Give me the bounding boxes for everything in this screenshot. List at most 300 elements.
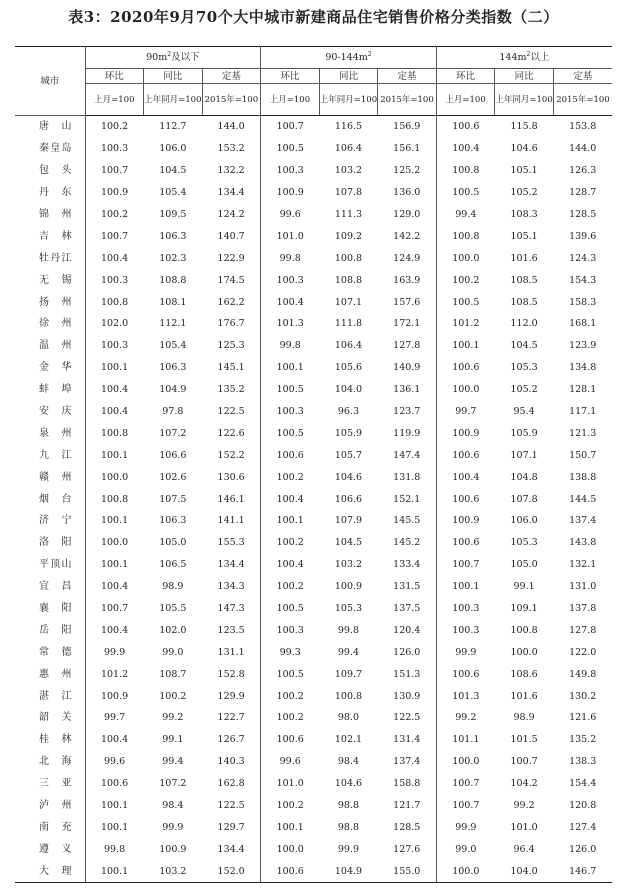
index-value: 109.7: [334, 668, 363, 680]
index-value: 100.4: [100, 624, 129, 636]
index-value: 98.4: [337, 756, 360, 768]
index-value: 126.0: [378, 641, 437, 663]
index-value: 100.3: [100, 143, 129, 155]
index-value: 172.1: [378, 313, 437, 335]
index-value: 100.9: [100, 690, 129, 702]
index-value: 136.0: [378, 182, 437, 204]
index-value: 100.1: [452, 340, 480, 352]
index-value: 129.7: [202, 817, 261, 839]
index-value: 99.2: [513, 800, 535, 812]
index-value: 96.3: [337, 406, 360, 418]
index-value: 100.6: [276, 734, 304, 746]
index-value: 100.6: [100, 778, 129, 790]
index-value: 100.0: [510, 646, 538, 658]
city-name: 唐山: [15, 116, 85, 138]
index-value: 98.9: [162, 581, 184, 593]
table-row: [15, 817, 612, 839]
index-value: 99.9: [337, 843, 360, 855]
index-value: 112.7: [159, 121, 187, 133]
index-value: 119.9: [378, 422, 437, 444]
index-value: 100.7: [452, 778, 480, 790]
table-row: [15, 269, 612, 291]
city-name: 岳阳: [15, 619, 85, 641]
index-value: 151.3: [378, 663, 437, 685]
index-value: 101.6: [510, 252, 538, 264]
base-header: 上年同月=100: [319, 84, 378, 116]
index-value: 99.9: [455, 821, 477, 833]
sub-header: 定基: [553, 69, 612, 84]
index-value: 127.6: [378, 838, 437, 860]
index-value: 100.1: [276, 362, 304, 374]
city-name: 包头: [15, 160, 85, 182]
index-value: 125.3: [202, 335, 261, 357]
index-value: 99.4: [162, 756, 184, 768]
index-value: 100.0: [452, 252, 480, 264]
index-value: 99.8: [103, 843, 126, 855]
index-value: 122.0: [569, 646, 597, 658]
index-value: 100.3: [100, 340, 129, 352]
index-value: 125.2: [378, 160, 437, 182]
table-row: [15, 401, 612, 423]
index-value: 100.4: [452, 143, 480, 155]
index-value: 98.8: [337, 800, 360, 812]
index-value: 124.3: [569, 252, 597, 264]
index-value: 100.6: [452, 493, 480, 505]
city-name: 济宁: [15, 510, 85, 532]
index-value: 115.8: [510, 121, 538, 133]
index-value: 106.0: [159, 143, 187, 155]
index-value: 105.2: [510, 384, 538, 396]
sub-header: 同比: [319, 69, 378, 84]
group-header-medium: $90-144m^2$: [261, 47, 437, 69]
index-value: 134.4: [202, 182, 261, 204]
table-row: [15, 204, 612, 226]
index-value: 100.7: [452, 800, 480, 812]
index-value: 99.8: [337, 624, 360, 636]
index-value: 105.4: [159, 340, 187, 352]
index-value: 100.4: [100, 581, 129, 593]
index-value: 99.8: [279, 252, 301, 264]
index-value: 134.4: [202, 838, 261, 860]
table-row: [15, 313, 612, 335]
index-value: 100.8: [334, 690, 363, 702]
index-value: 100.2: [100, 209, 129, 220]
table-row: [15, 773, 612, 795]
index-value: 108.1: [159, 296, 187, 308]
index-value: 100.4: [100, 252, 129, 264]
index-value: 120.8: [569, 800, 597, 812]
table-body: [15, 116, 612, 883]
index-value: 107.2: [159, 778, 187, 790]
base-header: 2015年=100: [202, 84, 261, 116]
index-value: 120.4: [378, 619, 437, 641]
index-value: 105.3: [334, 603, 363, 615]
index-value: 105.1: [510, 230, 538, 242]
index-value: 100.5: [276, 384, 304, 396]
table-row: [15, 488, 612, 510]
index-value: 102.6: [159, 471, 187, 483]
index-value: 124.2: [202, 204, 261, 226]
index-value: 100.7: [100, 603, 129, 615]
index-value: 124.9: [378, 247, 437, 269]
index-value: 99.7: [455, 406, 477, 418]
index-value: 100.3: [100, 274, 129, 286]
index-value: 122.5: [202, 795, 261, 817]
index-value: 100.9: [452, 515, 480, 527]
table-title: 表3：2020年9月70个大中城市新建商品住宅销售价格分类指数（二）: [68, 8, 559, 26]
index-value: 100.1: [100, 800, 129, 812]
index-value: 107.8: [510, 493, 538, 505]
city-name: 洛阳: [15, 532, 85, 554]
group-header-small: $90m^2$及以下: [85, 47, 261, 69]
table-row: [15, 795, 612, 817]
index-value: 111.8: [334, 318, 363, 330]
city-name: 宜昌: [15, 576, 85, 598]
index-value: 126.0: [569, 843, 597, 855]
index-value: 108.5: [510, 274, 538, 286]
index-value: 105.4: [159, 187, 187, 199]
index-value: 100.5: [276, 603, 304, 615]
index-value: 135.2: [202, 379, 261, 401]
index-value: 122.7: [202, 707, 261, 729]
index-value: 99.9: [455, 646, 477, 658]
index-value: 105.3: [510, 537, 538, 549]
index-value: 100.2: [276, 800, 304, 812]
index-value: 155.3: [202, 532, 261, 554]
index-value: 116.5: [334, 121, 363, 133]
index-value: 96.4: [513, 843, 535, 855]
index-value: 100.2: [100, 121, 129, 133]
index-value: 108.3: [510, 209, 538, 220]
index-value: 100.6: [261, 860, 320, 882]
index-value: 108.7: [159, 668, 187, 680]
index-value: 100.3: [452, 603, 480, 615]
index-value: 99.1: [162, 734, 184, 746]
city-name: 大理: [15, 860, 85, 882]
index-value: 100.4: [276, 296, 304, 308]
index-value: 134.3: [202, 576, 261, 598]
index-value: 100.1: [100, 559, 129, 571]
index-value: 122.5: [378, 707, 437, 729]
index-value: 112.0: [510, 318, 538, 330]
city-name: 徐州: [15, 313, 85, 335]
index-value: 140.9: [378, 357, 437, 379]
index-value: 100.5: [452, 296, 480, 308]
index-value: 100.4: [276, 559, 304, 571]
index-value: 100.4: [100, 734, 129, 746]
index-value: 128.1: [569, 384, 597, 396]
index-value: 144.0: [569, 143, 597, 155]
index-value: 136.1: [378, 379, 437, 401]
index-value: 117.1: [569, 406, 597, 418]
index-value: 132.1: [569, 559, 597, 571]
index-value: 100.9: [452, 427, 480, 439]
index-value: 109.2: [334, 230, 363, 242]
index-value: 98.9: [513, 712, 535, 724]
index-value: 100.4: [276, 493, 304, 505]
index-value: 101.0: [510, 821, 538, 833]
index-value: 100.6: [276, 449, 304, 461]
city-name: 韶关: [15, 707, 85, 729]
index-value: 100.7: [452, 559, 480, 571]
table-row: [15, 641, 612, 663]
index-value: 98.4: [162, 800, 184, 812]
city-name: 牡丹江: [15, 247, 85, 269]
price-index-table: [15, 46, 612, 883]
index-value: 123.5: [202, 619, 261, 641]
index-value: 103.2: [144, 860, 203, 882]
index-value: 98.0: [337, 712, 360, 724]
index-value: 105.1: [510, 165, 538, 177]
index-value: 99.9: [103, 646, 126, 658]
index-value: 100.9: [159, 843, 187, 855]
index-value: 131.4: [378, 729, 437, 751]
index-value: 106.4: [334, 143, 363, 155]
index-value: 100.8: [100, 427, 129, 439]
city-name: 温州: [15, 335, 85, 357]
city-column-header: 城市: [15, 47, 85, 116]
table-row: [15, 707, 612, 729]
index-value: 105.2: [510, 187, 538, 199]
index-value: 141.1: [202, 510, 261, 532]
index-value: 163.9: [378, 269, 437, 291]
index-value: 147.3: [202, 598, 261, 620]
index-value: 144.5: [569, 493, 597, 505]
index-value: 140.3: [202, 751, 261, 773]
index-value: 157.6: [378, 291, 437, 313]
city-name: 安庆: [15, 401, 85, 423]
index-value: 107.2: [159, 427, 187, 439]
city-name: 南充: [15, 817, 85, 839]
table-row: [15, 729, 612, 751]
table-row: [15, 182, 612, 204]
index-value: 100.2: [276, 471, 304, 483]
index-value: 101.3: [452, 690, 480, 702]
index-value: 99.6: [279, 209, 301, 220]
index-value: 101.5: [510, 734, 538, 746]
city-name: 烟台: [15, 488, 85, 510]
index-value: 153.2: [202, 138, 261, 160]
index-value: 103.2: [334, 559, 363, 571]
index-value: 130.9: [378, 685, 437, 707]
city-name: 泸州: [15, 795, 85, 817]
table-row: [15, 466, 612, 488]
index-value: 134.8: [569, 362, 597, 374]
index-value: 100.3: [276, 624, 304, 636]
index-value: 100.1: [85, 860, 144, 882]
table-row: [15, 160, 612, 182]
index-value: 139.6: [569, 230, 597, 242]
index-value: 100.5: [276, 668, 304, 680]
index-value: 107.8: [334, 187, 363, 199]
index-value: 100.0: [452, 756, 480, 768]
index-value: 104.0: [495, 860, 554, 882]
index-value: 105.7: [334, 449, 363, 461]
index-value: 150.7: [569, 449, 597, 461]
index-value: 145.5: [378, 510, 437, 532]
index-value: 100.0: [100, 537, 129, 549]
index-value: 137.8: [569, 603, 597, 615]
index-value: 132.2: [202, 160, 261, 182]
index-value: 100.5: [276, 143, 304, 155]
index-value: 100.6: [452, 537, 480, 549]
index-value: 104.9: [159, 384, 187, 396]
index-value: 107.1: [510, 449, 538, 461]
index-value: 127.8: [378, 335, 437, 357]
table-row: [15, 532, 612, 554]
sub-header: 同比: [495, 69, 554, 84]
index-value: 108.8: [334, 274, 363, 286]
index-value: 99.6: [279, 756, 301, 768]
city-name: 吉林: [15, 225, 85, 247]
index-value: 103.2: [334, 165, 363, 177]
index-value: 152.1: [378, 488, 437, 510]
index-value: 143.8: [569, 537, 597, 549]
index-value: 100.2: [276, 581, 304, 593]
index-value: 128.5: [378, 817, 437, 839]
table-row: [15, 138, 612, 160]
index-value: 100.3: [276, 406, 304, 418]
index-value: 121.7: [378, 795, 437, 817]
city-name: 秦皇岛: [15, 138, 85, 160]
index-value: 100.0: [276, 843, 304, 855]
index-value: 174.5: [202, 269, 261, 291]
index-value: 156.1: [378, 138, 437, 160]
index-value: 145.2: [378, 532, 437, 554]
city-name: 常德: [15, 641, 85, 663]
index-value: 102.0: [159, 624, 187, 636]
index-value: 162.2: [202, 291, 261, 313]
table-row: [15, 379, 612, 401]
index-value: 131.5: [378, 576, 437, 598]
index-value: 137.5: [378, 598, 437, 620]
index-value: 100.2: [159, 690, 187, 702]
index-value: 99.2: [455, 712, 477, 724]
city-name: 锦州: [15, 204, 85, 226]
index-value: 128.5: [569, 209, 597, 220]
index-value: 107.5: [159, 493, 187, 505]
index-value: 100.8: [100, 296, 129, 308]
index-value: 100.6: [452, 449, 480, 461]
index-value: 121.6: [569, 712, 597, 724]
index-value: 100.9: [334, 581, 363, 593]
index-value: 100.1: [276, 515, 304, 527]
index-value: 109.1: [510, 603, 538, 615]
city-name: 北海: [15, 751, 85, 773]
index-value: 154.4: [569, 778, 597, 790]
index-value: 101.1: [452, 734, 480, 746]
index-value: 100.7: [510, 756, 538, 768]
index-value: 137.4: [569, 515, 597, 527]
index-value: 106.3: [159, 515, 187, 527]
index-value: 105.3: [510, 362, 538, 374]
index-value: 100.6: [452, 362, 480, 374]
city-name: 金华: [15, 357, 85, 379]
index-value: 104.5: [334, 537, 363, 549]
index-value: 104.5: [159, 165, 187, 177]
index-value: 158.8: [378, 773, 437, 795]
table-row: [15, 554, 612, 576]
index-value: 100.2: [276, 712, 304, 724]
index-value: 134.4: [202, 554, 261, 576]
table-row: [15, 225, 612, 247]
index-value: 104.6: [510, 143, 538, 155]
index-value: 101.2: [452, 318, 480, 330]
index-value: 111.3: [334, 209, 363, 220]
index-value: 129.0: [378, 204, 437, 226]
index-value: 100.4: [100, 406, 129, 418]
index-value: 123.7: [378, 401, 437, 423]
base-header: 上年同月=100: [144, 84, 203, 116]
index-value: 155.0: [378, 860, 437, 882]
table-row: [15, 510, 612, 532]
index-value: 146.7: [553, 860, 612, 882]
index-value: 100.9: [100, 187, 129, 199]
index-value: 168.1: [569, 318, 597, 330]
index-value: 106.6: [159, 449, 187, 461]
index-value: 99.8: [279, 340, 301, 352]
city-name: 无锡: [15, 269, 85, 291]
index-value: 100.7: [276, 121, 304, 133]
index-value: 138.8: [569, 471, 597, 483]
index-value: 102.0: [100, 318, 129, 330]
index-value: 106.3: [159, 362, 187, 374]
index-value: 133.4: [378, 554, 437, 576]
index-value: 100.4: [100, 384, 129, 396]
base-header: 2015年=100: [553, 84, 612, 116]
index-value: 105.0: [159, 537, 187, 549]
index-value: 105.0: [510, 559, 538, 571]
index-value: 100.9: [276, 187, 304, 199]
city-name: 赣州: [15, 466, 85, 488]
index-value: 152.0: [202, 860, 261, 882]
index-value: 126.7: [202, 729, 261, 751]
index-value: 105.6: [334, 362, 363, 374]
index-value: 130.6: [202, 466, 261, 488]
index-value: 100.8: [510, 624, 538, 636]
index-value: 158.3: [569, 296, 597, 308]
index-value: 99.9: [162, 821, 184, 833]
table-row: [15, 247, 612, 269]
city-name: 桂林: [15, 729, 85, 751]
city-name: 扬州: [15, 291, 85, 313]
city-name: 惠州: [15, 663, 85, 685]
city-name: 平顶山: [15, 554, 85, 576]
index-value: 105.9: [334, 427, 363, 439]
sub-header: 同比: [144, 69, 203, 84]
index-value: 104.6: [334, 471, 363, 483]
index-value: 131.0: [569, 581, 597, 593]
table-row: [15, 576, 612, 598]
index-value: 135.2: [569, 734, 597, 746]
index-value: 130.2: [569, 690, 597, 702]
index-value: 99.6: [103, 756, 126, 768]
index-value: 106.3: [159, 230, 187, 242]
base-header: 上年同月=100: [495, 84, 554, 116]
city-name: 遵义: [15, 838, 85, 860]
index-value: 100.2: [276, 537, 304, 549]
index-value: 100.3: [452, 624, 480, 636]
sub-header: 环比: [261, 69, 320, 84]
index-value: 131.1: [202, 641, 261, 663]
index-value: 100.5: [452, 187, 480, 199]
index-value: 106.6: [334, 493, 363, 505]
index-value: 149.8: [569, 668, 597, 680]
index-value: 98.8: [337, 821, 360, 833]
index-value: 100.2: [276, 690, 304, 702]
index-value: 100.7: [100, 230, 129, 242]
index-value: 152.8: [202, 663, 261, 685]
